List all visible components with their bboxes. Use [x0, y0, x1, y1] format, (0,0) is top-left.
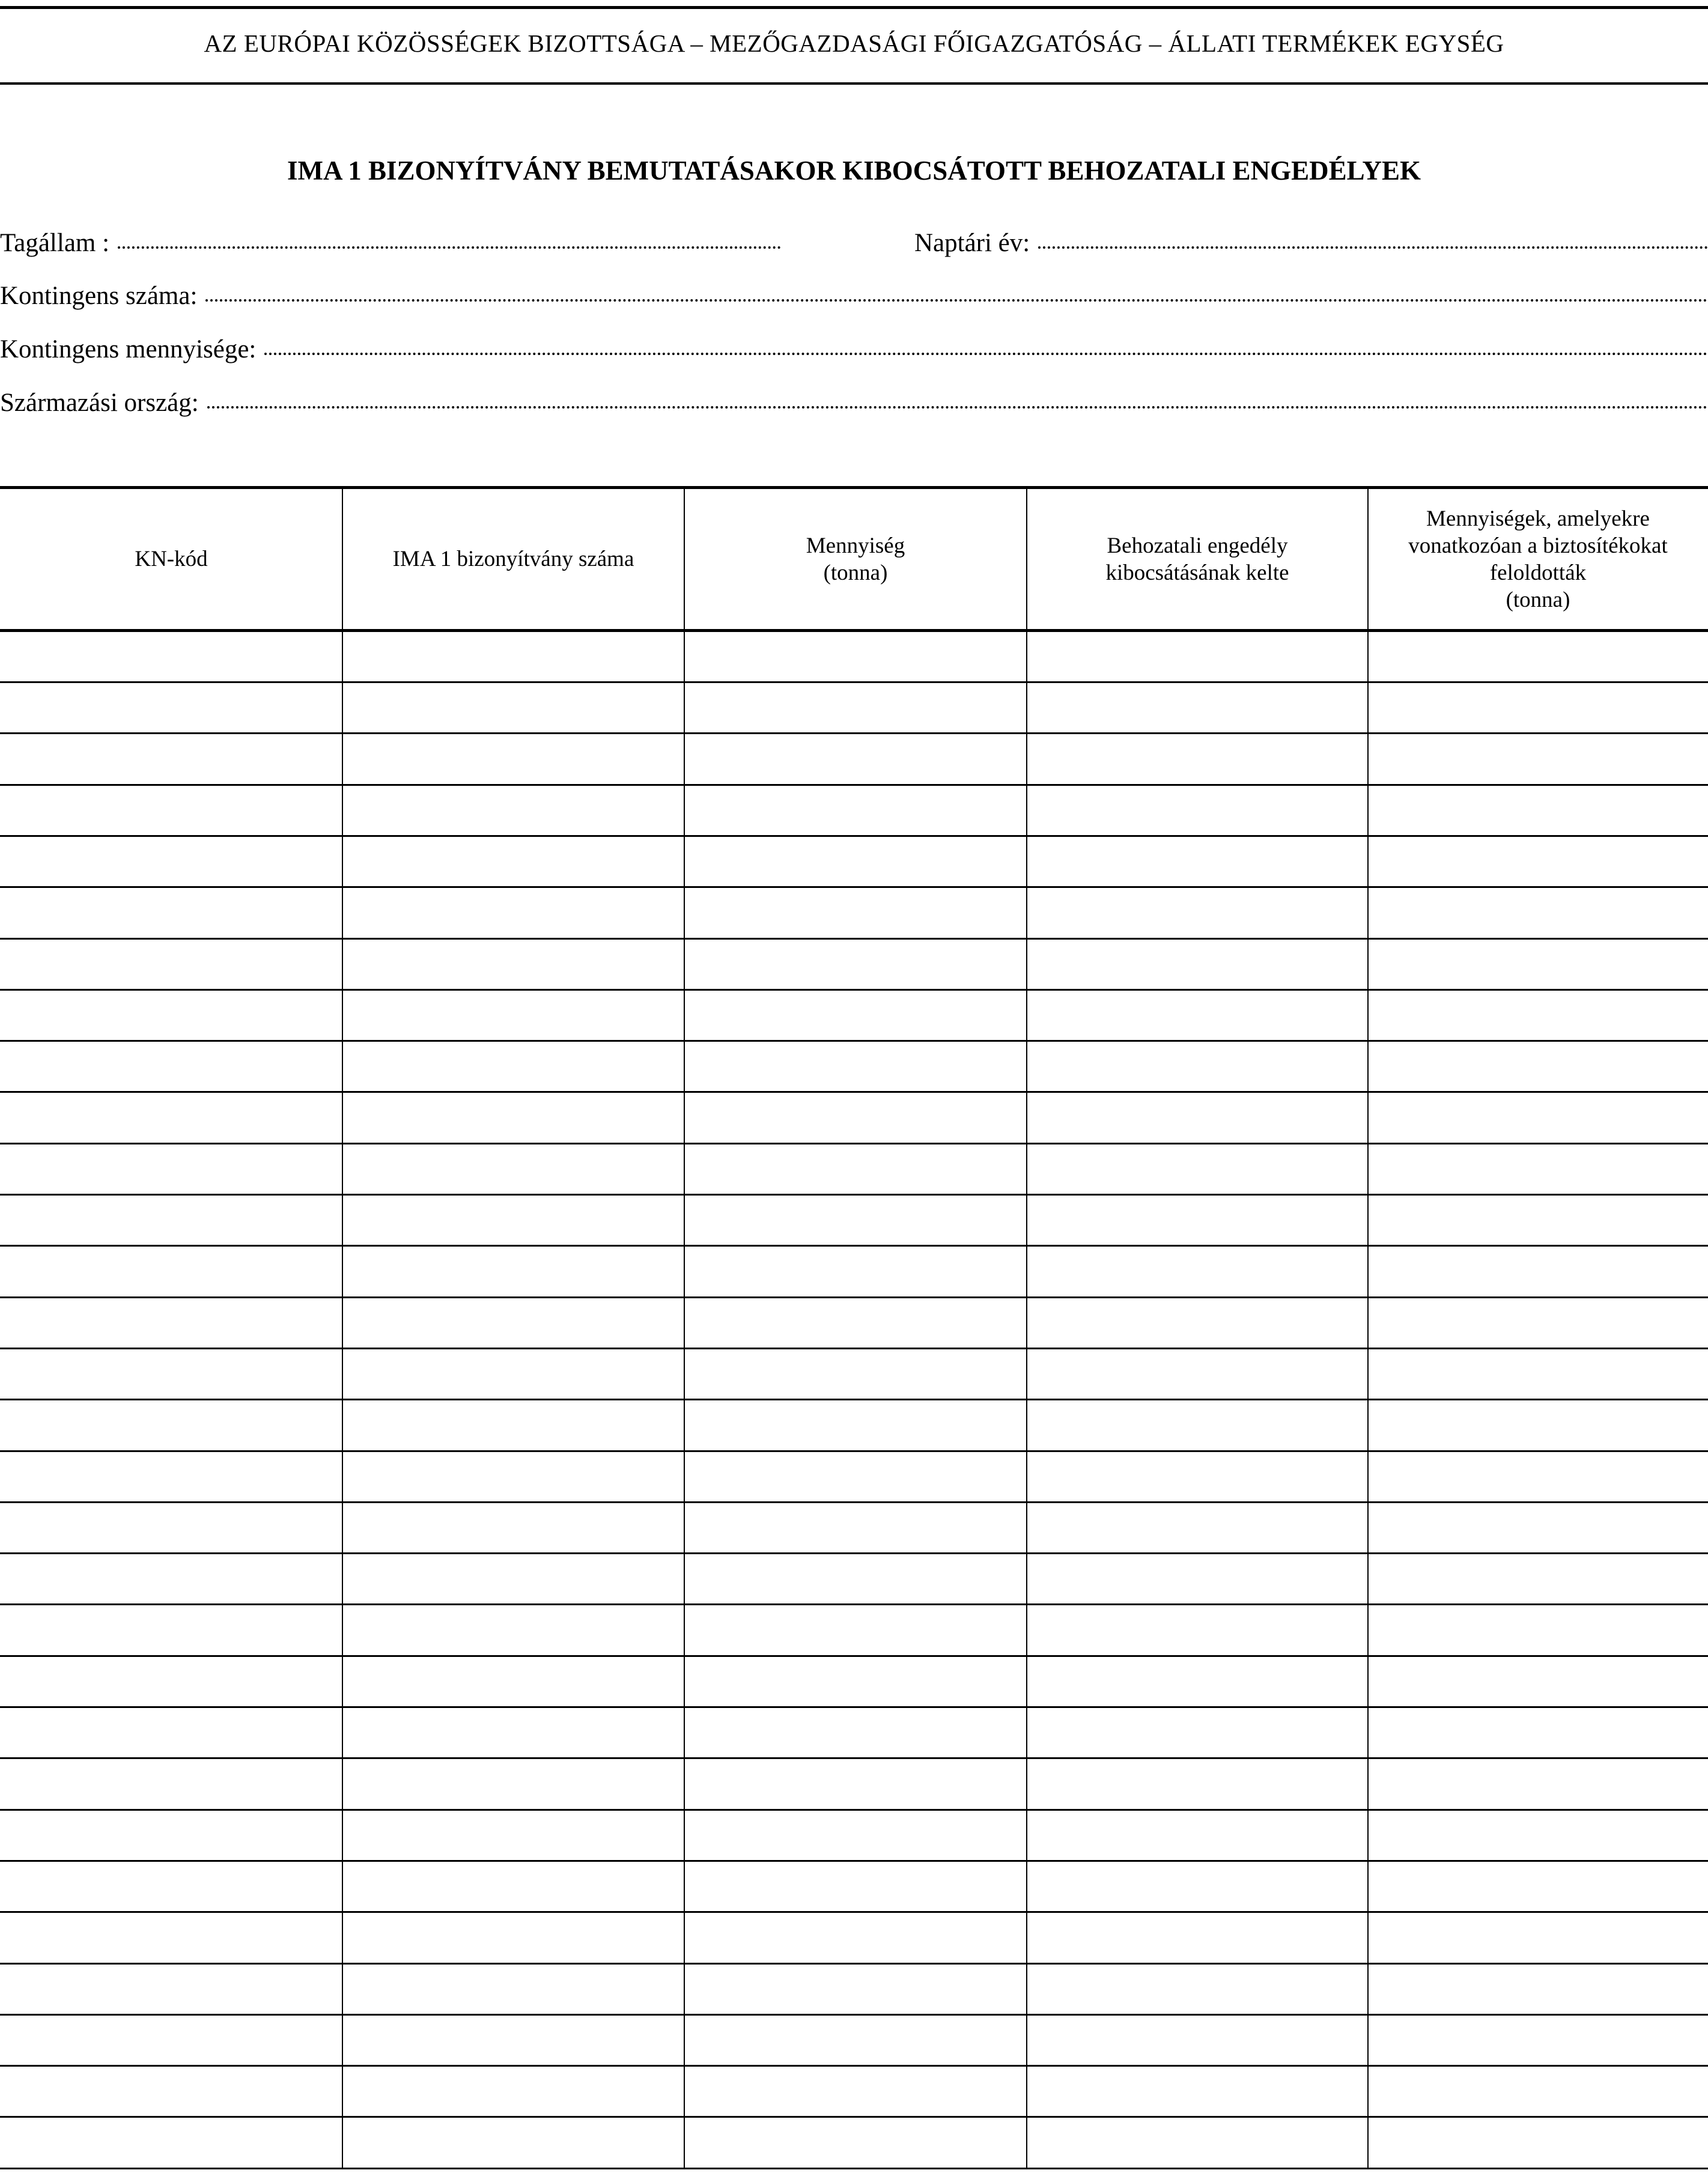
quota-quantity-input-line[interactable] — [264, 353, 1708, 355]
table-row[interactable] — [0, 1503, 1708, 1554]
header-rule — [0, 82, 1708, 85]
table-row[interactable] — [0, 1298, 1708, 1349]
table-row[interactable] — [0, 940, 1708, 991]
table-row[interactable] — [0, 1554, 1708, 1605]
column-divider — [684, 486, 685, 2169]
table-row[interactable] — [0, 1862, 1708, 1913]
table-row[interactable] — [0, 1401, 1708, 1452]
table-row[interactable] — [0, 632, 1708, 683]
column-header-cn-code: KN-kód — [135, 547, 208, 571]
table-row[interactable] — [0, 991, 1708, 1042]
table-row[interactable] — [0, 1760, 1708, 1811]
table-row[interactable] — [0, 786, 1708, 837]
table-row[interactable] — [0, 735, 1708, 786]
origin-country-input-line[interactable] — [207, 406, 1708, 409]
origin-country-field[interactable] — [0, 388, 1708, 421]
table-row[interactable] — [0, 1042, 1708, 1093]
column-divider — [342, 486, 343, 2169]
calendar-year-label: Naptári év: — [914, 229, 1030, 257]
column-header-quantity: Mennyiség (tonna) — [806, 533, 905, 585]
table-row[interactable] — [0, 1093, 1708, 1144]
quota-quantity-label: Kontingens mennyisége: — [0, 335, 257, 363]
quota-quantity-field[interactable] — [0, 335, 1708, 367]
member-state-label: Tagállam : — [0, 229, 110, 257]
table-row[interactable] — [0, 1657, 1708, 1708]
table-row[interactable] — [0, 1708, 1708, 1759]
table-row[interactable] — [0, 2118, 1708, 2169]
member-state-field[interactable] — [0, 228, 781, 261]
column-header-issue-date: Behozatali engedély kibocsátásának kelte — [1105, 533, 1289, 585]
table-row[interactable] — [0, 1144, 1708, 1196]
table-row[interactable] — [0, 889, 1708, 940]
table-row[interactable] — [0, 2067, 1708, 2118]
quota-number-field[interactable] — [0, 281, 1708, 314]
table-row[interactable] — [0, 837, 1708, 888]
top-rule — [0, 6, 1708, 9]
table-row[interactable] — [0, 1247, 1708, 1298]
quota-number-label: Kontingens száma: — [0, 282, 198, 310]
column-divider — [1026, 486, 1027, 2169]
table-row[interactable] — [0, 1965, 1708, 2016]
calendar-year-field[interactable] — [914, 228, 1708, 261]
table-row[interactable] — [0, 2016, 1708, 2067]
table-row[interactable] — [0, 1349, 1708, 1400]
calendar-year-input-line[interactable] — [1038, 246, 1708, 249]
table-row[interactable] — [0, 1913, 1708, 1965]
table-row[interactable] — [0, 1196, 1708, 1247]
table-row[interactable] — [0, 683, 1708, 734]
table-row[interactable] — [0, 1606, 1708, 1657]
origin-country-label: Származási ország: — [0, 389, 199, 417]
column-header-ima1-number: IMA 1 bizonyítvány száma — [392, 547, 634, 571]
column-header-released-quantities: Mennyiségek, amelyekre vonatkozóan a biztosítékokat feloldották (tonna) — [1408, 506, 1668, 612]
quota-number-input-line[interactable] — [205, 299, 1708, 302]
table-row[interactable] — [0, 1452, 1708, 1503]
agency-header: AZ EURÓPAI KÖZÖSSÉGEK BIZOTTSÁGA – MEZŐGAZDASÁGI FŐIGAZGATÓSÁG – ÁLLATI TERMÉKEK EGYSÉG — [204, 29, 1504, 57]
form-title: IMA 1 BIZONYÍTVÁNY BEMUTATÁSAKOR KIBOCSÁTOTT BEHOZATALI ENGEDÉLYEK — [287, 156, 1421, 186]
column-divider — [1367, 486, 1369, 2169]
table-row[interactable] — [0, 1811, 1708, 1862]
member-state-input-line[interactable] — [118, 246, 781, 249]
table-header — [0, 486, 1708, 632]
